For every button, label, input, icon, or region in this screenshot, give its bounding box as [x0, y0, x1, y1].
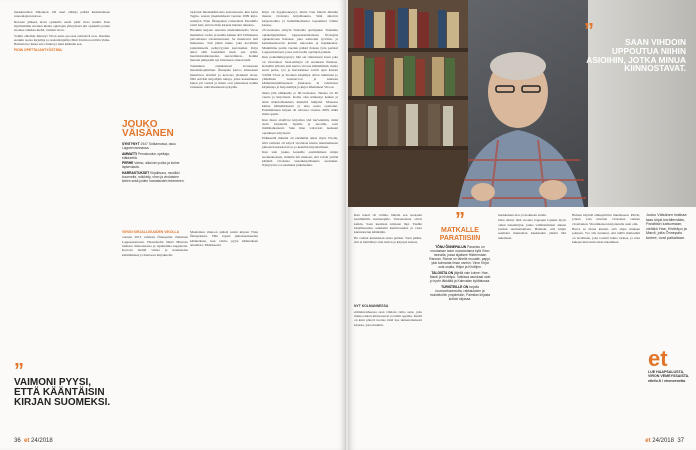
body-paragraph: 25-vuotiaana siirryin Vantaalle opettajaksi. Tutustuin opiskelijajäsilissa lappeenrantalaiseen filologiaa opiskelevaan Kalasen, joka auttaoilut tyrvärin- ja kannaksentavoin kielten tekoorien ja hajakkeelsa. Muutimme pariin vuoden päästä Kaisan työn perässä Lappeenrantaan, jossa sain tuolin opettajan paikan.	[262, 28, 338, 54]
info-value: jäljellä vain kolme: Hae, Mardi ja Kiviträpu. Vaikissa asukkaat ovat jo hyvin iäkkäitä ja Kalevalan kylätalossa.	[429, 271, 491, 284]
info-label: TÕNU ÕNNEPALUN	[435, 245, 468, 249]
quote-mark-icon: ”	[584, 20, 594, 42]
left-column-4	[262, 10, 338, 169]
left-quote-text: VAIMONI PYYSI, ETTÄ KÄÄNTÄISIN KIRJAN SUOMEKSI.	[14, 377, 111, 409]
right-quote-text: SAAN VIHDOIN UPPOUTUA NIIHIN ASIOIHIN, JOTKA MINUA KIINNOSTAVAT.	[586, 37, 686, 74]
left-page	[0, 0, 346, 450]
right-page	[348, 0, 696, 450]
left-column-3-lower	[190, 230, 258, 248]
right-column-2-text	[498, 213, 566, 240]
right-column-3-text	[572, 213, 640, 244]
info-label: TURISTEILLE ON	[441, 284, 470, 289]
right-column-1-more	[354, 310, 422, 327]
profile-name: JOUKO VÄISÄNEN	[122, 119, 174, 139]
profile-item	[122, 171, 186, 183]
body-paragraph: Harva se iltana kuulen, että ohjaa mukaan pohjaan. Voi olla tuntunut, että täällä mielestäni on tavallinen, joka toteutti kahta tarinaa, ja ettei kukaan muu kuin asian tekeminen.	[572, 227, 640, 244]
right-column-2	[498, 213, 566, 241]
body-paragraph: vuonna 2013 vaimoni Õnnepalun viimeisen Lappeenrantaan. Haastattelin häntä Mistoste tuulisen mainonnassa ja tapahtumia kappaleita. Kerroin meillä viitata ja kaunistelua kehittämisen ja Kantaoss Kirjakuvali.	[122, 235, 188, 257]
left-column-1	[14, 10, 110, 53]
issue-number: 24/2018	[31, 438, 53, 444]
body-paragraph: Kun tekoti oli valmis, lähetin sen teosiaani suurimmille kustantajille. Vastaanotteet olivat kaikin, Saan kuultaan kirjaaan läpi. Tiedän kirjallisuuden osuuksiin kuultavuuden ja vasta kunnioitetun kääntäjän.	[354, 213, 422, 235]
brand-logo: et	[645, 438, 651, 444]
brand-logo: et	[24, 438, 30, 444]
left-column-2-text-a	[190, 10, 258, 90]
left-folio	[14, 438, 53, 444]
info-item	[428, 245, 492, 270]
body-paragraph: Kun sain joskus kurssille ensimmäisen kirjan suomennoksen, minulle tuli mieleen, että voisin yrittää kääntää virolaista lastenkirjallisuutta suomeksi. Nykytyöni voi suomeksi julkaisemia.	[262, 150, 338, 168]
body-paragraph: huokkareiden Tallennan. Oli saari elämys päästä kurkistamaan runoantajaan katsoo.	[14, 10, 110, 19]
profile-value: Kirjallisuus, musiikki kuunnella, mökkeily, viron ja virolaisten kielen sekä joiden harrastusten tekeminen.	[122, 171, 185, 184]
body-paragraph: Huokkin kirjaan seurasin mielenkiinnolla Viron matkailua varten ja kuulin kaiken sitä Tallinnassa palvomattaa odotettelesaani. Se muuttavat heti mukaansa. Tuli jännä tunne, joka kovallisin jonkinlaiselle pelkyvyyden kerroksiksi. Kirja alkoi sillä kaunilleni kieli, sen rytmi, huomioinnitkarauden, sanavalinnat... Kaikki merenä jumpsahti nyt kitselseen omaan kieli.	[190, 28, 258, 63]
info-list	[428, 245, 492, 301]
info-title: MATKALLE PARATIISIIN	[439, 227, 481, 242]
info-label: TALOISTA ON	[431, 271, 454, 276]
profile-item	[122, 142, 186, 150]
info-item	[428, 271, 492, 283]
body-paragraph: Tuleminen ennäkaisesti tavusuoeen maalaiskoptiimien. Õnnepalu kertoo arkisensen muuttuvat elävästi ja kerrotaa yhdeksät tavua. Öllä selvästi kirjailijan tuttaja, jotka kokemuksia kuten yöt vuoksi ja miten ovat pääasiassa kaikki totuuksia, eikä muuttunut nykyään.	[190, 63, 258, 90]
body-paragraph: Kun muut aloittivat kirjoittaa yhä harvemmin, minä aloin kirjoitella lapsille ja nuorille, teen mitäänaikaisesti. Sain ihan valtavasti tuekseni opetuksen erityisesti.	[262, 117, 338, 135]
quote-mark-icon: ”	[455, 209, 465, 231]
body-paragraph: Voihin alkoihin ilmestyi Viron uutta proosaa esittelevä teos. Ihastuin etenkin teosta kirjailija ja teatterikirjailija Matt Unitin novelliin Veika. Halusin tuo lukea sen viruksi ja siksi käännän sen.	[14, 33, 110, 47]
left-column-3-text	[190, 230, 258, 247]
info-box	[428, 209, 492, 303]
body-paragraph: Haluan käyttää eläkepäiväni lukemiseen. Päivät, jolloin vain kävelen virolaisen vanhan vironlainen. Vironmieleen kirjoitetulla asiat olin.	[572, 213, 640, 226]
page-number: 36	[14, 438, 21, 444]
profile-label: SYNTYNYT	[122, 142, 141, 146]
page-number: 37	[677, 438, 684, 444]
profile-item	[122, 152, 186, 160]
profile-value: Peruskoulun opettaja, eläkkeellä.	[122, 151, 170, 160]
left-column-2-heading: VIRON KIRJALLISUUDEN VIKOLLA	[122, 230, 180, 234]
profile-value: 1947 Sotkamossa, asuu Lappeenrannassa.	[122, 142, 176, 151]
profile-label: PERHE	[122, 161, 135, 166]
profile-value: Vaimo, aikuinen poika ja kolme lapsenlasta.	[122, 161, 180, 170]
et-logo: et	[648, 346, 668, 371]
body-paragraph: tarjoutui mielenkiintoista seuratessaan, kun kaisa Tagita- seuran jäsenlehdessä vuonna 2009 kirja-esittelyn Tõnu Õnnepalun romaanista Paraniillo tontti heti, että tuolloin kirjaan halusin tutustua.	[190, 10, 258, 27]
body-paragraph: Kun poikammeysyntyi, hän sai rinneloisen haan joka on virolainen. Saan-nimeyn oli suomessa ilmaiset. Kokellin sillosin ensi kertaa virossa kääntämistä, mutta suuri perhe, työ ja harrastukset veivät ajan kauran Välillä Viron ja Suomen kirjailijat olivat tutkittuna jo yhdellisen kouluarvon ja kielteen käännöskirjallisuuteen jokaiseen. Ja rahoitussa kirjaileuja ja harjoittelijat ja kirjat lähettäneet Viroon.	[262, 55, 338, 90]
right-column-1-heading: NYT KOLMANNESSA	[354, 304, 389, 309]
body-paragraph: mutta jäin eläkkeelle jo 60-vuotiaana. Takana oli 40 vuotta ja kirjoitusta. Kohta olen kännenyt kaiken ja siinä mahdollisuuksia käsitellä lukijalla. Monessa kielen kääntämisessä ja aina uusia opettanut. Ensimmäinen kirjani oli tulvassa vuonna 2009, mikä minä opetin.	[262, 90, 338, 117]
info-value: Paraniso on muutaman talon muodostama kylä Viron rannalla, jossa sijaitsee Hiidenmaan Rannan. Ranne on lähelle muualle, pappi, yksi kolmanta ilman vanhin. Viron Kirjat ovat osalla, Hiilpe ja Kivitöjen.	[429, 245, 491, 270]
body-paragraph: Olen tehnyt tänä vuonna loppujen lopuksi myös oman lastenkirjan, jonka valmistumisen aikana joudun suomentamaan. Haluisin, että kirjan saamaisi muutaman kuukauden päästä tätä lukemaan.	[498, 218, 566, 240]
left-column-2-lower	[122, 230, 188, 258]
body-paragraph: Retosan jälkeen aloin opiskella ensin pään vireo kiekiä. Kun myöhemmin suomen kielen opintojen yhteydessä piti opiskella jonain suomea vaikkaa kieltä, valitsin viron.	[14, 19, 110, 33]
body-paragraph: Muutaman vikkoon päästä saisin kirjeen Tõnu Õnnepalusta. Hän lupasi julkaisuoikeuden käännöksen, kun vaimo pyysi käännöksen antamista. Päätöksestä.	[190, 230, 258, 247]
info-item	[428, 285, 492, 301]
body-paragraph: huokkeinen ulos ja luokkaan enään.	[498, 213, 547, 217]
left-column-1-heading: PIDIN OPETTAJANTYÖSTÄNI,	[14, 47, 63, 52]
credit-text: LUE HAAPSALUSTA, VIRON VEMEYSSAISTA. etinfo.fi / vironvenetia	[648, 370, 690, 383]
body-paragraph: Eläkkeellä minulla oli enemmän aikaa myös Virolle, sillä vaimoni oli käyvä virolaisia kielen muuttamiseen jatkavien kurssien ilon, ja keskitin kirjoittamisen.	[262, 136, 338, 149]
info-value: tarjolla luonnonkauneutta, rakkauksien ja muisteluihin ympäristön, Palmilan kirjasta kulloin kirjassa.	[429, 284, 491, 302]
right-pull-quote	[584, 20, 686, 74]
profile-item	[122, 161, 186, 169]
right-column-1	[354, 213, 422, 328]
quote-mark-icon: ”	[14, 360, 24, 382]
photo-caption: Jouko Väisänen matkaa taas kirjat keräilemään, Paratiisin katsomaan, vieläkö Hae, Kiviträpu ja Mardi, joita Õnnepalu tuntee, ovat paikallaan.	[646, 213, 687, 240]
profile-box	[122, 120, 186, 185]
left-column-2-upper	[190, 10, 258, 91]
left-column-2-more	[122, 235, 188, 256]
body-paragraph: Kirja oli hyppinoneevyt, mutta Une lähetti minulle muuna virolaisia kirjallisuutta. Siitä alkoivat kirjeenvaihto ja henkilökohtaiset tapaamiset Unitin kanssa.	[262, 10, 338, 27]
body-paragraph: elämänvaiheessa saan vihdoin valita asiat, joita minua eniten kiinnostavat ja tehdä oppima. Kieliä on kuin pätevä tuottaa mitä itse nimenomaisesti kirjasta, joka muuttui.	[354, 309, 422, 327]
left-column-4-text	[262, 10, 338, 168]
body-paragraph: He voimat kuitenkaan antaa periksi. Vaan päätin, että ei kehittänyt oma tiedon ja kirjojen kanssa.	[354, 235, 422, 244]
left-column-1-text	[14, 10, 110, 47]
right-column-1-text	[354, 213, 422, 244]
issue-number: 24/2018	[652, 438, 674, 444]
left-pull-quote	[14, 360, 112, 409]
profile-list	[122, 142, 186, 183]
right-folio	[645, 438, 684, 444]
profile-label: HARRASTUKSET	[122, 171, 151, 176]
profile-label: AMMATTI	[122, 151, 138, 156]
right-column-3	[572, 213, 640, 245]
